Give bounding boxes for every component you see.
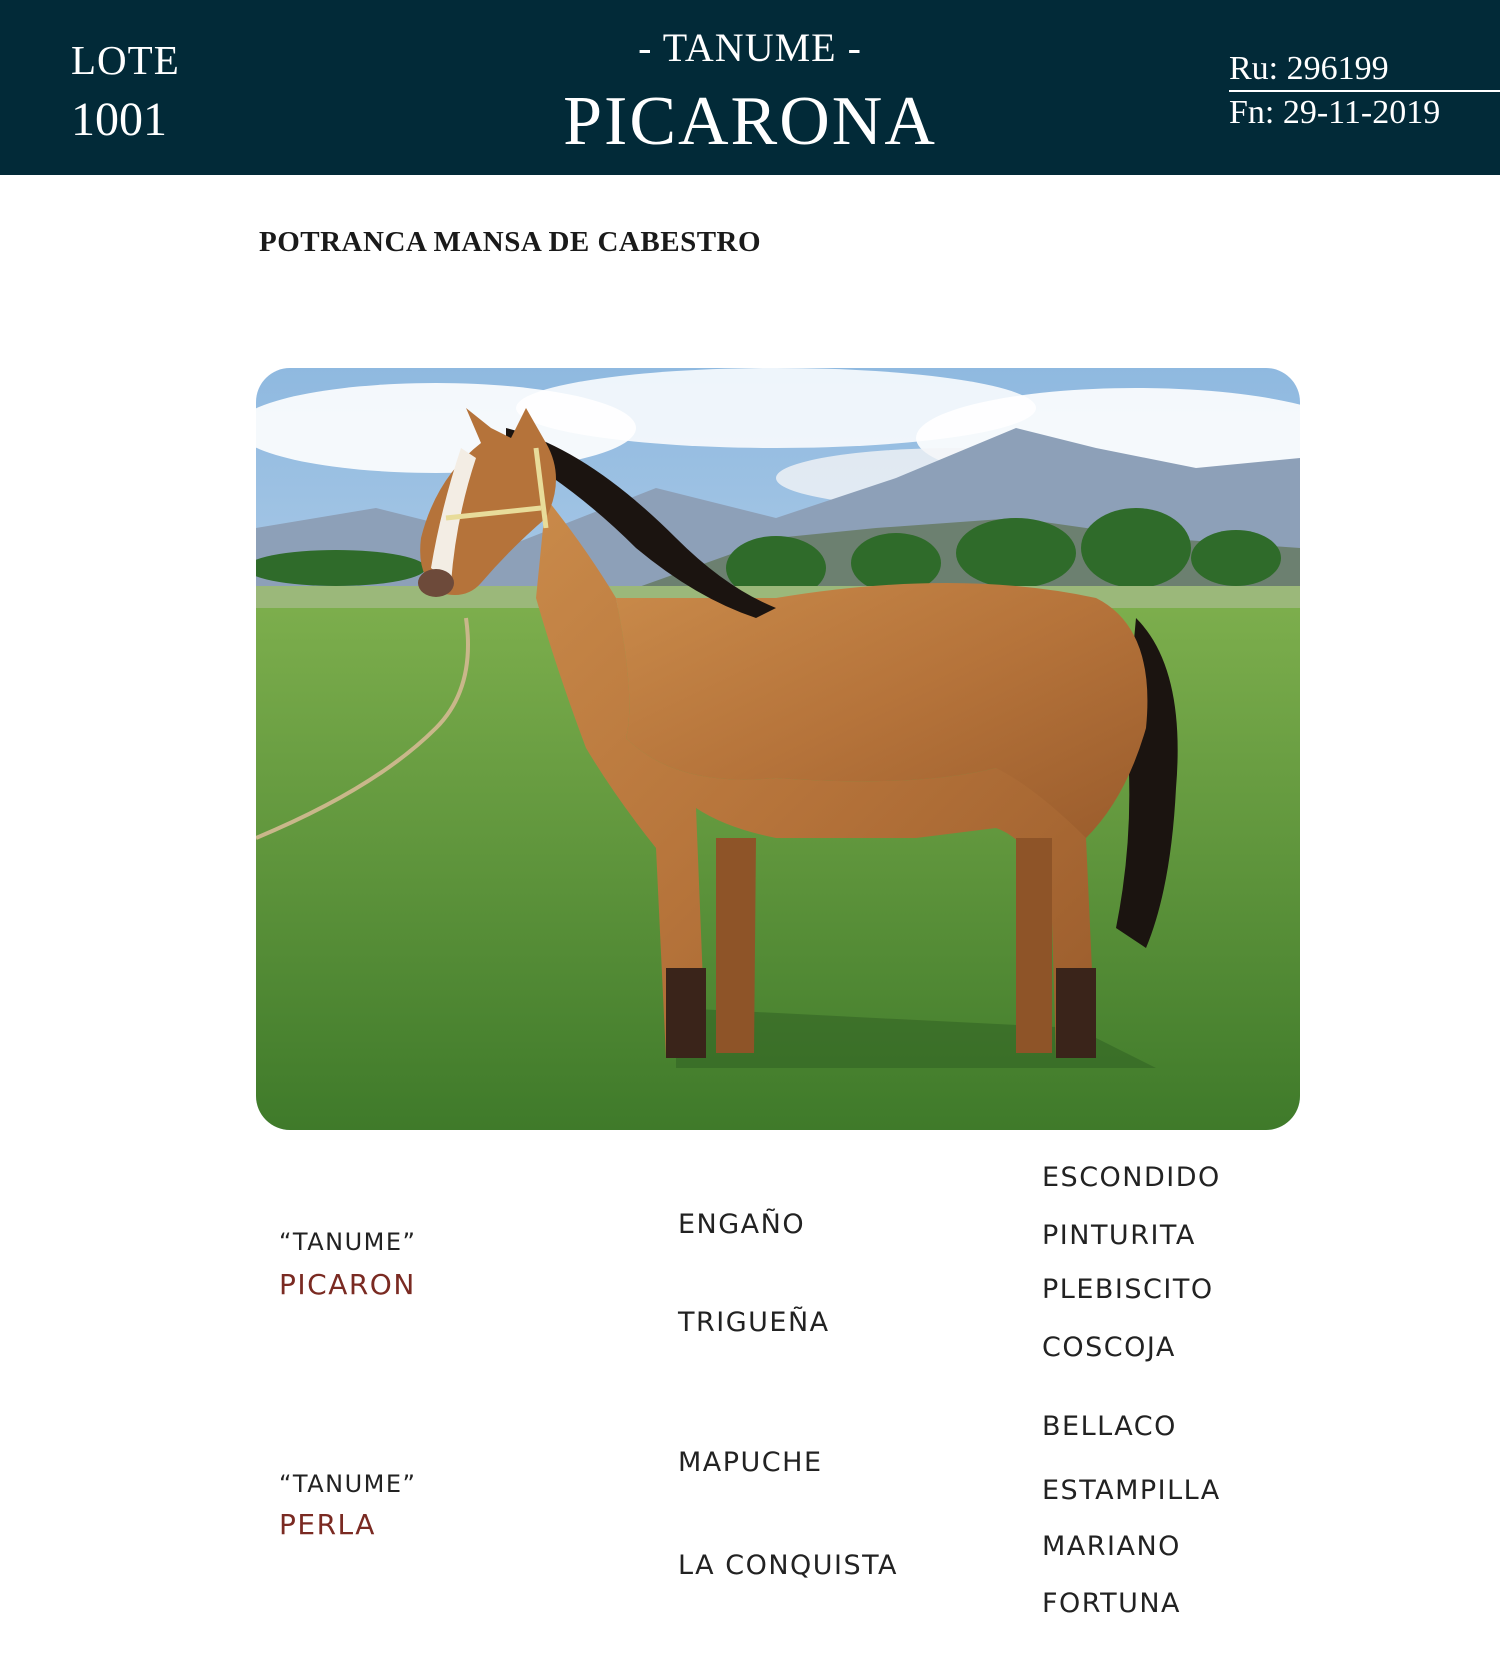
dam-name: PERLA bbox=[279, 1508, 376, 1541]
great-grandparent-7: MARIANO bbox=[1042, 1531, 1181, 1562]
sire-prefix: “TANUME” bbox=[279, 1228, 417, 1256]
dam-prefix: “TANUME” bbox=[279, 1470, 417, 1498]
breeder-prefix: - TANUME - bbox=[638, 25, 862, 70]
maternal-grandsire: MAPUCHE bbox=[678, 1447, 823, 1478]
maternal-granddam: LA CONQUISTA bbox=[678, 1550, 898, 1581]
paternal-granddam: TRIGUEÑA bbox=[678, 1307, 830, 1338]
lot-label: LOTE bbox=[71, 37, 180, 83]
great-grandparent-8: FORTUNA bbox=[1042, 1588, 1182, 1619]
lot-header bbox=[0, 0, 1500, 175]
lot-number: 1001 bbox=[71, 93, 167, 146]
great-grandparent-3: PLEBISCITO bbox=[1042, 1274, 1214, 1305]
registration-number: Ru: 296199 bbox=[1229, 50, 1389, 87]
horse-name: PICARONA bbox=[563, 83, 937, 160]
great-grandparent-5: BELLACO bbox=[1042, 1411, 1177, 1442]
header-divider bbox=[1229, 90, 1500, 92]
great-grandparent-6: ESTAMPILLA bbox=[1042, 1475, 1221, 1506]
horse-description: POTRANCA MANSA DE CABESTRO bbox=[259, 226, 762, 258]
great-grandparent-2: PINTURITA bbox=[1042, 1220, 1196, 1251]
paternal-grandsire: ENGAÑO bbox=[678, 1209, 806, 1240]
sire-name: PICARON bbox=[279, 1268, 416, 1301]
great-grandparent-4: COSCOJA bbox=[1042, 1332, 1176, 1363]
great-grandparent-1: ESCONDIDO bbox=[1042, 1162, 1221, 1193]
horse-photo bbox=[256, 368, 1300, 1130]
birth-date: Fn: 29-11-2019 bbox=[1229, 94, 1441, 131]
